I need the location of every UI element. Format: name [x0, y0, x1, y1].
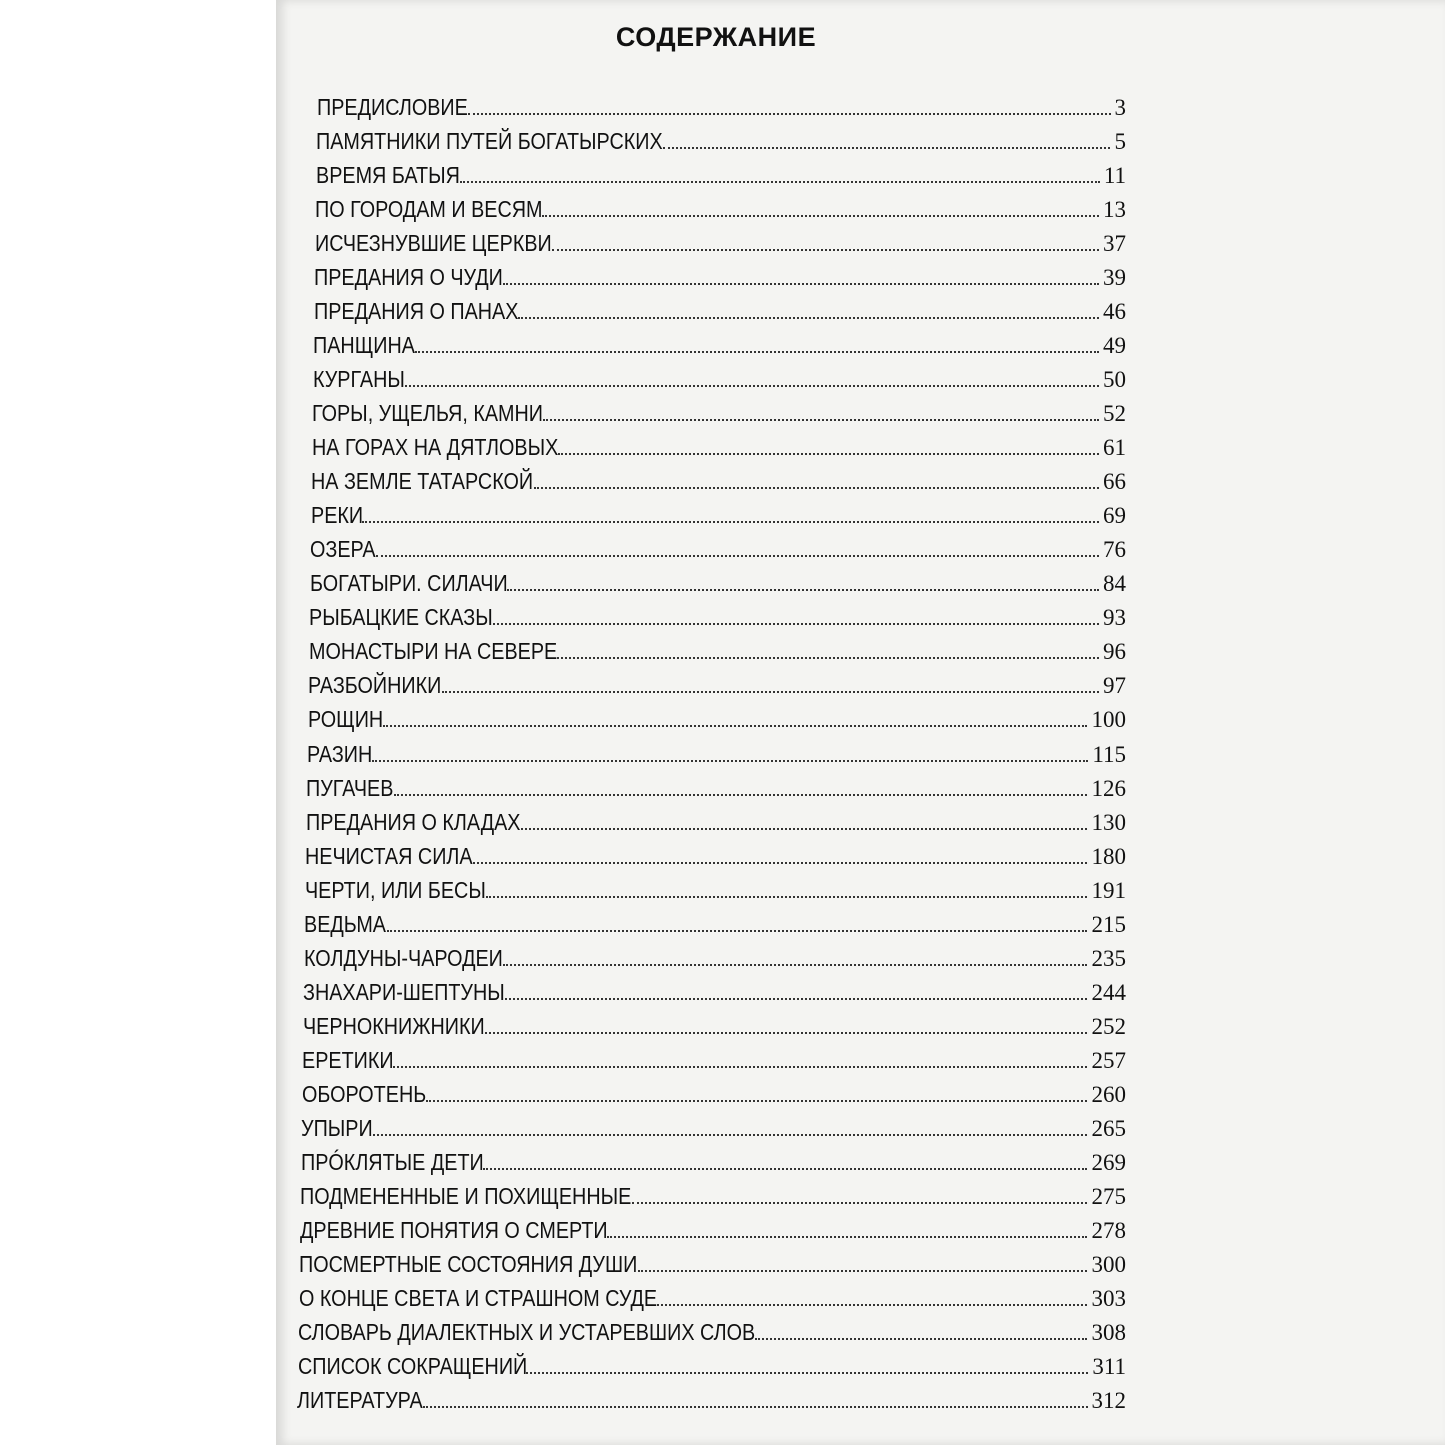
toc-entry-label: О КОНЦЕ СВЕТА И СТРАШНОМ СУДЕ — [298, 1284, 657, 1311]
dot-leader — [493, 623, 1099, 625]
toc-entry-page-number: 312 — [1091, 1388, 1126, 1413]
dot-leader — [485, 1032, 1088, 1034]
dot-leader — [486, 896, 1087, 898]
toc-entry — [299, 1244, 1126, 1276]
toc-entry-page-number: 11 — [1103, 163, 1126, 189]
toc-entry-page-number: 278 — [1091, 1217, 1126, 1243]
dot-leader — [460, 181, 1100, 183]
book-page — [276, 0, 1445, 1445]
dot-leader — [426, 1100, 1087, 1102]
toc-entry — [304, 938, 1126, 970]
toc-entry — [312, 393, 1126, 425]
toc-entry — [306, 768, 1126, 800]
dot-leader — [503, 283, 1099, 285]
toc-entry-label: ПРЕДИСЛОВИЕ — [317, 94, 468, 120]
toc-entry-page-number: 235 — [1091, 945, 1126, 971]
dot-leader — [468, 113, 1110, 115]
toc-entry-page-number: 130 — [1091, 809, 1126, 835]
table-of-contents — [276, 0, 1445, 1445]
toc-entry-label: ЧЕРТИ, ИЛИ БЕСЫ — [304, 876, 486, 903]
toc-entry-label: ПОСМЕРТНЫЕ СОСТОЯНИЯ ДУШИ — [299, 1250, 638, 1277]
toc-entry-page-number: 269 — [1091, 1149, 1126, 1175]
dot-leader — [552, 249, 1099, 251]
toc-entry — [301, 1142, 1126, 1174]
toc-entry — [308, 699, 1126, 731]
toc-entry — [304, 904, 1126, 936]
dot-leader — [534, 487, 1099, 489]
dot-leader — [503, 964, 1087, 966]
toc-entry-label: КУРГАНЫ — [312, 366, 405, 393]
toc-entry — [303, 1006, 1126, 1038]
toc-entry — [309, 597, 1126, 629]
toc-entry — [312, 427, 1126, 459]
dot-leader — [483, 1168, 1088, 1170]
toc-entry-page-number: 303 — [1091, 1285, 1126, 1311]
dot-leader — [442, 691, 1099, 693]
toc-entry-page-number: 257 — [1091, 1047, 1126, 1073]
toc-entry-page-number: 93 — [1102, 605, 1126, 631]
dot-leader — [507, 589, 1099, 591]
toc-entry-page-number: 37 — [1102, 231, 1126, 257]
toc-entry-page-number: 308 — [1091, 1319, 1126, 1345]
dot-leader — [663, 147, 1110, 149]
toc-entry — [314, 257, 1126, 289]
toc-entry-label: ЧЕРНОКНИЖНИКИ — [302, 1012, 485, 1039]
toc-entry-label: ОЗЕРА — [310, 536, 376, 563]
toc-entry — [314, 291, 1126, 323]
toc-entry-label: СЛОВАРЬ ДИАЛЕКТНЫХ И УСТАРЕВШИХ СЛОВ — [298, 1318, 756, 1345]
dot-leader — [372, 760, 1088, 762]
toc-entry-page-number: 50 — [1102, 367, 1126, 393]
toc-entry-label: ПУГАЧЕВ — [306, 774, 394, 801]
toc-entry — [305, 870, 1126, 902]
dot-leader — [387, 930, 1088, 932]
dot-leader — [607, 1236, 1088, 1238]
dot-leader — [415, 351, 1099, 353]
toc-entry-label: МОНАСТЫРИ НА СЕВЕРЕ — [308, 638, 557, 665]
toc-entry-page-number: 66 — [1102, 469, 1126, 495]
toc-entry — [309, 631, 1126, 663]
toc-entry-label: ПО ГОРОДАМ И ВЕСЯМ — [315, 196, 543, 223]
toc-entry — [310, 529, 1126, 561]
dot-leader — [505, 998, 1088, 1000]
dot-leader — [423, 1406, 1088, 1408]
toc-entry — [306, 802, 1126, 834]
toc-entry-page-number: 215 — [1091, 911, 1126, 937]
toc-entry-page-number: 96 — [1102, 639, 1126, 665]
dot-leader — [518, 317, 1099, 319]
toc-entry — [317, 87, 1126, 119]
dot-leader — [394, 794, 1088, 796]
toc-entry — [315, 189, 1126, 221]
toc-entry-page-number: 260 — [1091, 1081, 1126, 1107]
toc-entry-label: НА ЗЕМЛЕ ТАТАРСКОЙ — [311, 468, 534, 495]
dot-leader — [373, 1134, 1087, 1136]
toc-entry-label: ПРЕДАНИЯ О ЧУДИ — [314, 264, 504, 291]
toc-entry-label: СПИСОК СОКРАЩЕНИЙ — [297, 1352, 527, 1379]
dot-leader — [526, 1372, 1088, 1374]
toc-entry — [301, 1108, 1126, 1140]
toc-entry-label: РАЗБОЙНИКИ — [308, 672, 442, 699]
toc-entry-label: ПАМЯТНИКИ ПУТЕЙ БОГАТЫРСКИХ — [316, 128, 664, 155]
toc-entry-label: НА ГОРАХ НА ДЯТЛОВЫХ — [311, 434, 559, 461]
toc-entry-label: РЫБАЦКИЕ СКАЗЫ — [309, 604, 493, 631]
toc-entry — [298, 1346, 1126, 1378]
toc-entry-label: УПЫРИ — [301, 1114, 373, 1141]
dot-leader — [558, 453, 1099, 455]
toc-entry — [298, 1312, 1126, 1344]
dot-leader — [362, 521, 1099, 523]
toc-entry — [311, 461, 1126, 493]
toc-entry-label: ДРЕВНИЕ ПОНЯТИЯ О СМЕРТИ — [299, 1216, 608, 1243]
toc-entry-page-number: 39 — [1102, 265, 1126, 291]
toc-entry — [313, 325, 1126, 357]
dot-leader — [393, 1066, 1087, 1068]
toc-entry-page-number: 97 — [1102, 673, 1126, 699]
toc-entry-page-number: 275 — [1091, 1183, 1126, 1209]
toc-entry-page-number: 126 — [1091, 775, 1126, 801]
toc-entry-label: ОБОРОТЕНЬ — [301, 1080, 426, 1107]
toc-entry-label: ПАНЩИНА — [313, 332, 416, 359]
toc-entry-page-number: 61 — [1102, 435, 1126, 461]
toc-entry-label: ЕРЕТИКИ — [302, 1046, 394, 1073]
toc-entry — [315, 223, 1126, 255]
toc-entry-page-number: 13 — [1102, 197, 1126, 223]
dot-leader — [383, 725, 1087, 727]
dot-leader — [405, 385, 1099, 387]
toc-entry-label: ВЕДЬМА — [304, 910, 387, 937]
toc-entry — [310, 563, 1126, 595]
toc-entry-label: РАЗИН — [307, 740, 373, 767]
toc-entry-label: РЕКИ — [310, 502, 363, 529]
toc-entry-label: БОГАТЫРИ. СИЛАЧИ — [309, 570, 508, 597]
dot-leader — [755, 1338, 1088, 1340]
toc-entry — [307, 734, 1126, 766]
toc-entry-page-number: 191 — [1091, 877, 1126, 903]
toc-entry-page-number: 300 — [1091, 1251, 1126, 1277]
toc-entry-label: ЗНАХАРИ-ШЕПТУНЫ — [303, 978, 506, 1005]
toc-entry-page-number: 180 — [1091, 843, 1126, 869]
dot-leader — [638, 1270, 1088, 1272]
toc-entry — [313, 359, 1126, 391]
toc-entry — [316, 121, 1126, 153]
toc-entry-label: РОЩИН — [307, 706, 383, 733]
toc-entry — [311, 495, 1126, 527]
toc-entry-page-number: 100 — [1091, 707, 1126, 733]
toc-entry-page-number: 3 — [1114, 95, 1126, 120]
dot-leader — [542, 215, 1099, 217]
toc-entry — [299, 1278, 1126, 1310]
toc-entry-label: ЛИТЕРАТУРА — [297, 1387, 423, 1413]
toc-entry-page-number: 84 — [1102, 571, 1126, 597]
toc-entry-page-number: 252 — [1091, 1013, 1126, 1039]
toc-entry — [308, 665, 1126, 697]
toc-entry-page-number: 46 — [1102, 299, 1126, 325]
toc-entry-label: ПРЕДАНИЯ О КЛАДАХ — [305, 808, 521, 835]
toc-entry-label: ГОРЫ, УЩЕЛЬЯ, КАМНИ — [312, 400, 544, 427]
toc-entry-label: ИСЧЕЗНУВШИЕ ЦЕРКВИ — [314, 230, 552, 257]
dot-leader — [376, 555, 1099, 557]
toc-entry — [316, 155, 1126, 187]
toc-entry — [303, 972, 1126, 1004]
toc-entry-label: ПОДМЕНЕННЫЕ И ПОХИЩЕННЫЕ — [300, 1182, 632, 1209]
toc-entry-label: ПРЕДАНИЯ О ПАНАХ — [313, 298, 519, 325]
dot-leader — [521, 828, 1088, 830]
toc-entry-page-number: 311 — [1092, 1353, 1126, 1379]
toc-entry — [302, 1074, 1126, 1106]
toc-entry-page-number: 52 — [1102, 401, 1126, 427]
page-title: СОДЕРЖАНИЕ — [615, 22, 817, 52]
toc-entry-page-number: 244 — [1091, 979, 1126, 1005]
toc-entry-label: ПРÓКЛЯТЫЕ ДЕТИ — [300, 1148, 484, 1175]
dot-leader — [557, 657, 1099, 659]
dot-leader — [632, 1202, 1088, 1204]
dot-leader — [543, 419, 1099, 421]
dot-leader — [657, 1304, 1087, 1306]
toc-entry-page-number: 69 — [1102, 503, 1126, 529]
toc-entry — [302, 1040, 1126, 1072]
toc-entry — [297, 1380, 1126, 1412]
dot-leader — [473, 862, 1088, 864]
toc-entry-label: ВРЕМЯ БАТЫЯ — [315, 162, 460, 189]
toc-entry-page-number: 115 — [1092, 741, 1126, 767]
toc-entry — [305, 836, 1126, 868]
toc-entry-label: НЕЧИСТАЯ СИЛА — [305, 842, 473, 869]
toc-entry-page-number: 5 — [1114, 129, 1126, 155]
toc-entry-page-number: 76 — [1102, 537, 1126, 563]
toc-entry-page-number: 265 — [1091, 1115, 1126, 1141]
toc-entry-label: КОЛДУНЫ-ЧАРОДЕИ — [303, 944, 503, 971]
toc-entry — [300, 1176, 1126, 1208]
toc-entry — [300, 1210, 1126, 1242]
toc-entry-page-number: 49 — [1102, 333, 1126, 359]
